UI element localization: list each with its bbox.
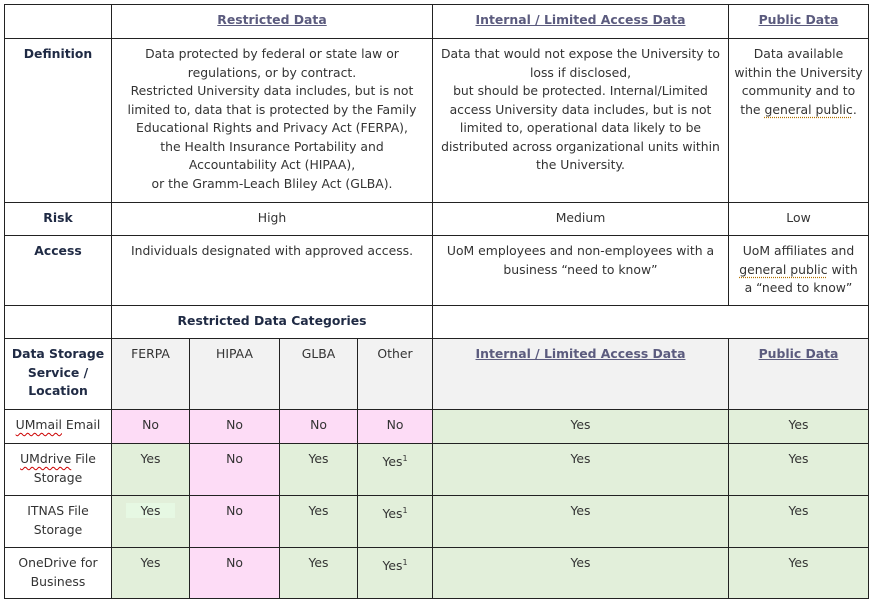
cell-value: Yes	[570, 451, 591, 466]
permission-cell	[112, 410, 190, 444]
cell-value: No	[226, 555, 243, 570]
cell-value: Yes	[308, 451, 329, 466]
service-name	[5, 548, 112, 599]
internal-def-line: Data that would not expose the University to loss if disclosed,	[440, 46, 721, 80]
service-name-part: Email	[61, 417, 101, 432]
col-ferpa: FERPA	[112, 339, 190, 410]
public-def-end: .	[852, 101, 857, 117]
risk-restricted: High	[112, 203, 433, 236]
access-label: Access	[5, 236, 112, 306]
cell-value: Yes	[382, 558, 403, 574]
permission-cell	[729, 496, 869, 548]
service-name-part: ITNAS File Storage	[27, 503, 89, 537]
public-def-underlined: general public	[764, 101, 853, 117]
permission-cell	[729, 410, 869, 444]
storage-header-row	[5, 339, 869, 410]
service-name-part: UMmail	[15, 417, 62, 432]
permission-cell	[190, 410, 280, 444]
cell-value: Yes	[570, 503, 591, 518]
permission-cell	[729, 548, 869, 599]
cell-value: Yes	[382, 454, 403, 470]
permission-cell	[280, 548, 358, 599]
cell-value: Yes	[788, 451, 809, 466]
access-public-end: with a “need to know”	[744, 261, 858, 295]
footnote-marker: 1	[402, 558, 408, 567]
cell-value: No	[386, 417, 404, 432]
definition-label: Definition	[5, 39, 112, 203]
restricted-def-line: Restricted University data includes, but is not limited to, data that is protected by the Family Educational Rights and Privacy Act (FERPA),	[127, 83, 417, 135]
service-name-part: OneDrive for Business	[18, 555, 98, 589]
permission-cell	[280, 496, 358, 548]
public-definition	[729, 39, 869, 203]
risk-label: Risk	[5, 203, 112, 236]
col-glba: GLBA	[280, 339, 358, 410]
service-name-part: UMdrive	[20, 451, 72, 466]
categories-row	[5, 306, 869, 339]
footnote-marker: 1	[402, 506, 408, 515]
service-name	[5, 444, 112, 496]
storage-row	[5, 410, 869, 444]
access-public	[729, 236, 869, 306]
access-restricted: Individuals designated with approved access.	[112, 236, 433, 306]
permission-cell	[433, 548, 729, 599]
access-internal: UoM employees and non-employees with a business “need to know”	[433, 236, 729, 306]
permission-cell	[433, 444, 729, 496]
risk-public: Low	[729, 203, 869, 236]
permission-cell	[358, 496, 433, 548]
cell-value: Yes	[126, 503, 174, 518]
access-public-underlined: general public	[739, 261, 828, 277]
cell-value: No	[226, 417, 243, 432]
internal-def-line: but should be protected. Internal/Limited access University data includes, but is not limited to, operational data likely to be distributed across organizational units within the University.	[441, 83, 720, 172]
permission-cell	[112, 548, 190, 599]
definition-row	[5, 39, 869, 203]
cell-value: Yes	[308, 503, 329, 518]
restricted-def-line: Data protected by federal or state law or regulations, or by contract.	[145, 46, 399, 80]
cell-value: Yes	[140, 451, 161, 466]
col-hipaa: HIPAA	[190, 339, 280, 410]
permission-cell	[729, 444, 869, 496]
header-row	[5, 5, 869, 39]
risk-internal: Medium	[433, 203, 729, 236]
permission-cell	[112, 444, 190, 496]
permission-cell	[358, 548, 433, 599]
permission-cell	[358, 444, 433, 496]
corner-cell	[5, 5, 112, 39]
cell-value: Yes	[570, 417, 591, 432]
cell-value: Yes	[788, 503, 809, 518]
service-name	[5, 410, 112, 444]
internal-definition	[433, 39, 729, 203]
permission-cell	[358, 410, 433, 444]
permission-cell	[190, 496, 280, 548]
service-name-part: File Storage	[33, 451, 96, 485]
storage-label: Data Storage Service / Location	[5, 339, 112, 410]
data-classification-table	[4, 4, 869, 599]
col-public[interactable]: Public Data	[729, 339, 869, 410]
restricted-def-line: the Health Insurance Portability and Accountability Act (HIPAA),	[160, 138, 384, 172]
empty-cell	[5, 306, 112, 339]
restricted-def-line: or the Gramm-Leach Bliley Act (GLBA).	[151, 175, 393, 191]
cell-value: Yes	[788, 417, 809, 432]
cell-value: No	[142, 417, 159, 432]
col-internal[interactable]: Internal / Limited Access Data	[433, 339, 729, 410]
permission-cell	[190, 548, 280, 599]
risk-row	[5, 203, 869, 236]
empty-cell	[433, 306, 869, 339]
storage-row	[5, 496, 869, 548]
access-row	[5, 236, 869, 306]
restricted-categories-title: Restricted Data Categories	[112, 306, 433, 339]
permission-cell	[433, 496, 729, 548]
cell-value: Yes	[382, 506, 403, 522]
cell-value: No	[310, 417, 327, 432]
cell-value: Yes	[570, 555, 591, 570]
restricted-data-header[interactable]: Restricted Data	[112, 5, 433, 39]
cell-value: Yes	[140, 555, 161, 570]
permission-cell	[280, 444, 358, 496]
cell-value: No	[226, 451, 243, 466]
restricted-definition	[112, 39, 433, 203]
permission-cell	[280, 410, 358, 444]
storage-row	[5, 444, 869, 496]
permission-cell	[190, 444, 280, 496]
permission-cell	[433, 410, 729, 444]
cell-value: Yes	[308, 555, 329, 570]
storage-row	[5, 548, 869, 599]
footnote-marker: 1	[402, 454, 408, 463]
public-def-text: Data available within the University community and to the	[734, 46, 863, 117]
col-other: Other	[358, 339, 433, 410]
access-public-text: UoM affiliates and	[742, 243, 855, 258]
service-name	[5, 496, 112, 548]
cell-value: No	[226, 503, 243, 518]
cell-value: Yes	[788, 555, 809, 570]
internal-data-header[interactable]: Internal / Limited Access Data	[433, 5, 729, 39]
permission-cell	[112, 496, 190, 548]
public-data-header[interactable]: Public Data	[729, 5, 869, 39]
